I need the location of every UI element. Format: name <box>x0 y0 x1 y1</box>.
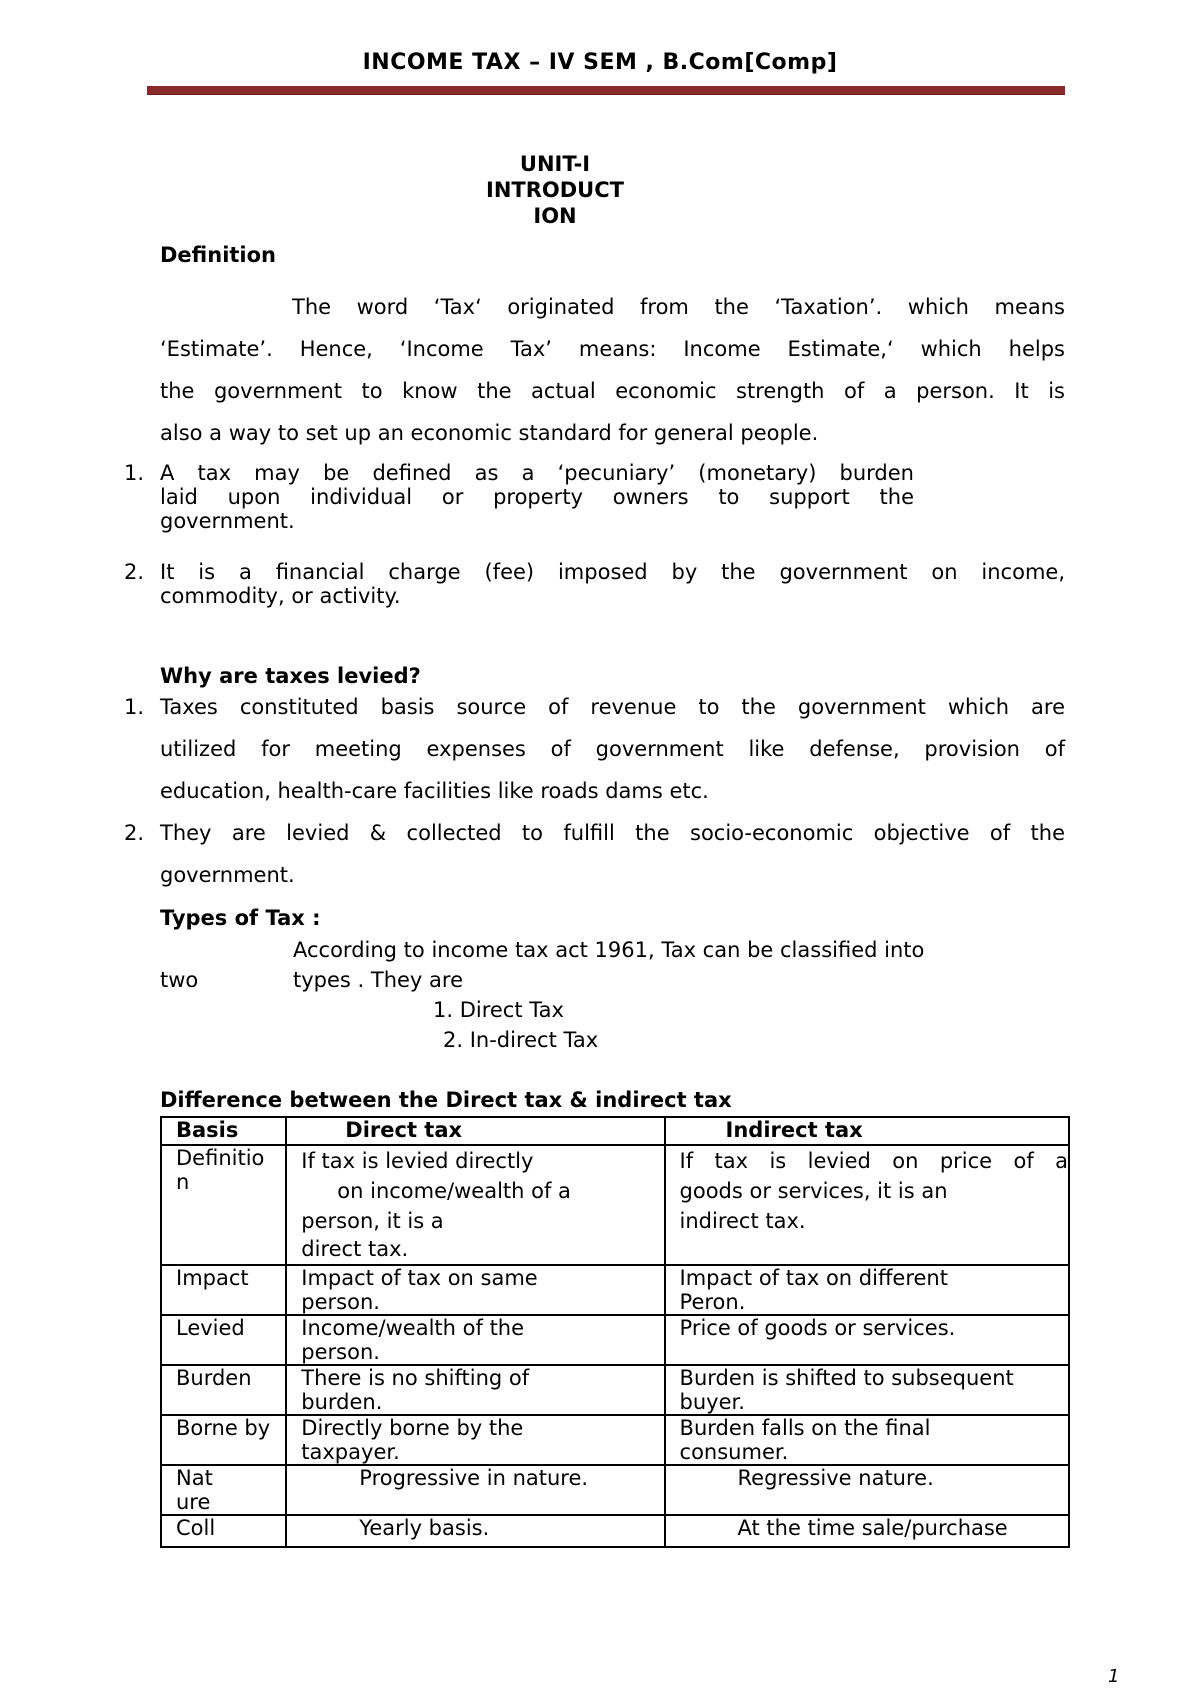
list-number: 1. <box>124 461 145 485</box>
table-cell-basis <box>161 1265 286 1315</box>
list-item <box>160 812 1065 896</box>
cell-line: Levied <box>176 1316 245 1340</box>
cell-line: consumer. <box>679 1440 789 1464</box>
list-item-line: laid upon individual or property owners to support the <box>160 485 914 509</box>
table-cell-basis <box>161 1145 286 1265</box>
cell-line: Impact <box>176 1266 249 1290</box>
table-header-row <box>161 1117 1069 1145</box>
table-cell-basis <box>161 1365 286 1415</box>
definition-line: also a way to set up an economic standard for general people. <box>160 421 819 445</box>
table-cell-basis <box>161 1465 286 1515</box>
table-cell-direct <box>286 1145 664 1265</box>
cell-line: Regressive nature. <box>737 1466 934 1490</box>
tax-type-item: 2. In-direct Tax <box>443 1028 599 1052</box>
cell-line: There is no shifting of <box>301 1366 530 1390</box>
cell-line: on income/wealth of a <box>337 1179 571 1203</box>
list-number: 1. <box>124 695 145 719</box>
cell-line: If tax is levied on price of a <box>679 1149 1068 1173</box>
cell-line: Price of goods or services. <box>679 1316 956 1340</box>
list-item <box>160 560 1065 608</box>
definition-line: ‘Estimate’. Hence, ‘Income Tax’ means: Income Estimate,‘ which helps <box>160 337 1065 361</box>
list-item-line: commodity, or activity. <box>160 584 401 608</box>
cell-line: Borne by <box>176 1416 271 1440</box>
types-intro-word: two <box>160 968 199 992</box>
list-item <box>160 461 914 533</box>
why-heading: Why are taxes levied? <box>160 664 421 688</box>
table-cell-indirect <box>665 1145 1069 1265</box>
cell-line: Nat <box>176 1466 213 1490</box>
cell-line: goods or services, it is an <box>679 1179 948 1203</box>
table-row <box>161 1315 1069 1365</box>
definition-line: the government to know the actual economic strength of a person. It is <box>160 379 1065 403</box>
list-item-line: government. <box>160 863 295 887</box>
cell-line: Progressive in nature. <box>359 1466 589 1490</box>
table-row <box>161 1265 1069 1315</box>
table-row <box>161 1145 1069 1265</box>
cell-line: Burden <box>176 1366 252 1390</box>
cell-line: taxpayer. <box>301 1440 400 1464</box>
unit-subtitle-part1: INTRODUCT <box>486 178 624 202</box>
cell-line: Burden is shifted to subsequent <box>679 1366 1014 1390</box>
table-cell-direct <box>286 1515 664 1547</box>
table-row <box>161 1365 1069 1415</box>
table-row <box>161 1515 1069 1547</box>
table-cell-direct <box>286 1265 664 1315</box>
table-cell-indirect <box>665 1415 1069 1465</box>
list-item-line: Taxes constituted basis source of revenue to the government which are <box>160 695 1065 719</box>
cell-line: Burden falls on the final <box>679 1416 931 1440</box>
page-number: 1 <box>1108 1666 1120 1687</box>
table-cell-direct <box>286 1415 664 1465</box>
table-cell-indirect <box>665 1465 1069 1515</box>
list-number: 2. <box>124 560 145 584</box>
cell-line: direct tax. <box>301 1237 409 1261</box>
table-cell-indirect <box>665 1365 1069 1415</box>
cell-line: Directly borne by the <box>301 1416 524 1440</box>
list-item <box>160 686 1065 812</box>
list-item-line: They are levied & collected to fulfill the socio-economic objective of the <box>160 821 1065 845</box>
cell-line: buyer. <box>679 1390 745 1414</box>
types-intro-line: According to income tax act 1961, Tax can be classified into <box>293 938 925 962</box>
cell-line: person. <box>301 1290 380 1314</box>
cell-line: ure <box>176 1490 211 1514</box>
cell-line: person, it is a <box>301 1209 444 1233</box>
cell-line: Definitio <box>176 1146 265 1170</box>
table-row <box>161 1415 1069 1465</box>
column-header-indirect: Indirect tax <box>665 1117 1069 1145</box>
header-divider <box>147 86 1065 94</box>
cell-line: n <box>176 1170 190 1194</box>
column-header-basis: Basis <box>161 1117 286 1145</box>
tax-type-item: 1. Direct Tax <box>433 998 564 1022</box>
table-cell-direct <box>286 1365 664 1415</box>
difference-table <box>160 1116 1070 1548</box>
list-item-line: A tax may be defined as a ‘pecuniary’ (monetary) burden <box>160 461 914 485</box>
unit-title: UNIT-I <box>519 152 591 176</box>
cell-line: Yearly basis. <box>359 1516 490 1540</box>
cell-line: person. <box>301 1340 380 1364</box>
table-cell-indirect <box>665 1265 1069 1315</box>
cell-line: Income/wealth of the <box>301 1316 525 1340</box>
table-cell-basis <box>161 1515 286 1547</box>
column-header-direct: Direct tax <box>286 1117 664 1145</box>
list-item-line: It is a financial charge (fee) imposed by the government on income, <box>160 560 1065 584</box>
cell-line: Coll <box>176 1516 216 1540</box>
list-item-line: government. <box>160 509 295 533</box>
table-cell-direct <box>286 1315 664 1365</box>
cell-line: Impact of tax on different <box>679 1266 948 1290</box>
cell-line: If tax is levied directly <box>301 1149 534 1173</box>
definition-paragraph <box>160 286 1065 454</box>
table-cell-basis <box>161 1415 286 1465</box>
table-cell-indirect <box>665 1515 1069 1547</box>
cell-line: Impact of tax on same <box>301 1266 538 1290</box>
types-heading: Types of Tax : <box>160 906 321 930</box>
table-cell-direct <box>286 1465 664 1515</box>
table-cell-indirect <box>665 1315 1069 1365</box>
document-header-title: INCOME TAX – IV SEM , B.Com[Comp] <box>362 50 838 75</box>
definition-line: The word ‘Tax‘ originated from the ‘Taxation’. which means <box>292 295 1065 319</box>
table-row <box>161 1465 1069 1515</box>
list-number: 2. <box>124 821 145 845</box>
list-item-line: utilized for meeting expenses of government like defense, provision of <box>160 737 1065 761</box>
cell-line: indirect tax. <box>679 1209 806 1233</box>
definition-heading: Definition <box>160 243 277 267</box>
unit-subtitle-part2: ION <box>533 204 577 228</box>
table-cell-basis <box>161 1315 286 1365</box>
cell-line: Peron. <box>679 1290 746 1314</box>
cell-line: At the time sale/purchase <box>737 1516 1008 1540</box>
types-intro-continuation: types . They are <box>293 968 463 992</box>
difference-heading: Difference between the Direct tax & indirect tax <box>160 1088 732 1112</box>
cell-line: burden. <box>301 1390 383 1414</box>
list-item-line: education, health-care facilities like roads dams etc. <box>160 779 709 803</box>
